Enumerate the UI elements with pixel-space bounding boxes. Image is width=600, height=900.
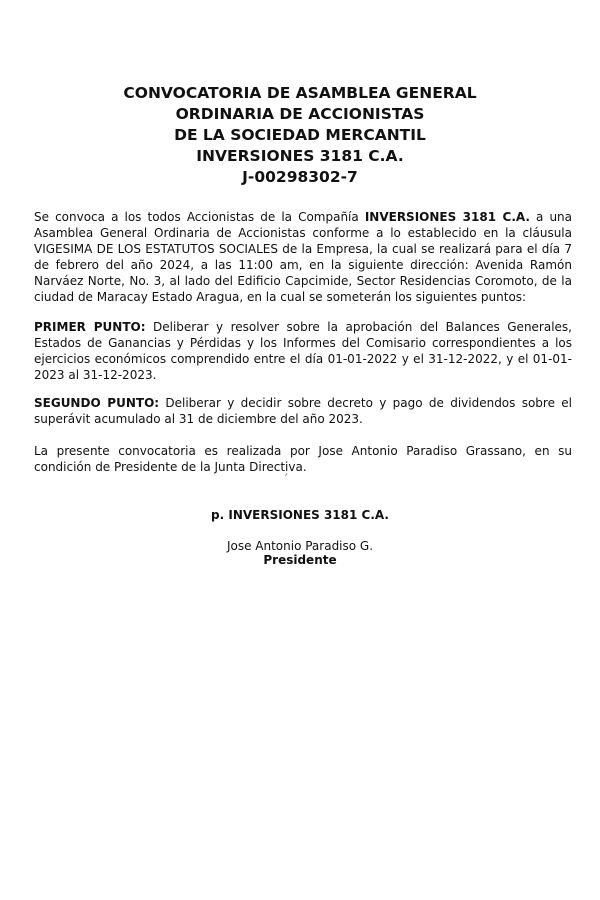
intro-company-name: INVERSIONES 3181 C.A. [364, 210, 530, 224]
title-line-5: J-00298302-7 [242, 168, 358, 186]
title-line-4: INVERSIONES 3181 C.A. [196, 147, 404, 165]
closing-text: La presente convocatoria es realizada por Jose Antonio Paradiso Grassano, en su condición de Presidente de la Junta Directiva. [34, 444, 572, 474]
title-line-1: CONVOCATORIA DE ASAMBLEA GENERAL [123, 84, 477, 102]
signature-company: p. INVERSIONES 3181 C.A. [211, 508, 389, 522]
intro-paragraph [34, 209, 572, 305]
second-point-paragraph [34, 395, 572, 427]
signature-name: Jose Antonio Paradiso G. [226, 539, 374, 553]
intro-part-2: a una Asamblea General Ordinaria de Accionistas conforme a lo establecido en la cláusula VIGESIMA DE LOS ESTATUTOS SOCIALES de la Empresa, la cual se realizará para el día 7 de febrero del año 2024, a las 11:00 am, en la siguiente dirección: Avenida Ramón Narváez Norte, No. 3, al lado del Edificio Capcimide, Sector Residencias Coromoto, de la ciudad de Maracay Estado Aragua, en la cual se someterán los siguientes puntos: [34, 210, 573, 304]
intro-part-1: Se convoca a los todos Accionistas de la Compañía [34, 210, 365, 224]
document-title [0, 83, 600, 188]
title-line-3: DE LA SOCIEDAD MERCANTIL [174, 126, 426, 144]
stray-accent-mark: ´ [283, 472, 289, 485]
first-point-label: PRIMER PUNTO: [34, 320, 146, 334]
first-point-text: Deliberar y resolver sobre la aprobación del Balances Generales, Estados de Ganancias y Pérdidas y los Informes del Comisario correspondientes a los ejercicios económicos comprendido entre el día 01-01-2022 y el 31-12-2022, y el 01-01-2023 al 31-12-2023. [34, 320, 572, 382]
first-point-paragraph [34, 319, 572, 383]
title-line-2: ORDINARIA DE ACCIONISTAS [175, 105, 425, 123]
second-point-text: Deliberar y decidir sobre decreto y pago de dividendos sobre el superávit acumulado al 31 de diciembre del año 2023. [34, 396, 572, 426]
second-point-label: SEGUNDO PUNTO: [34, 396, 160, 410]
closing-paragraph [34, 443, 572, 475]
signature-role: Presidente [263, 553, 337, 567]
